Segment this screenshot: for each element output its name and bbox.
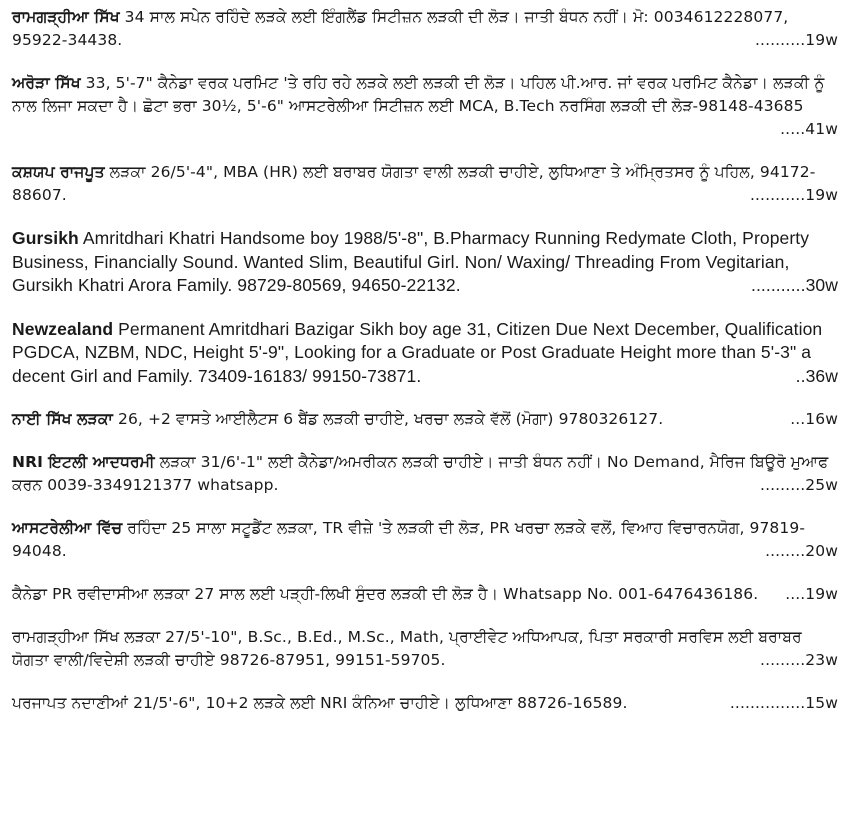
ad-code: .....41w [780,120,838,138]
classified-ad [12,583,838,606]
ad-code: ....19w [785,585,838,603]
ad-lead: ਅਰੋੜਾ ਸਿੱਖ [12,74,81,92]
ad-code: ..........19w [755,31,838,49]
ad-lead: ਆਸਟਰੇਲੀਆ ਵਿੱਚ [12,519,123,537]
ad-code: ..36w [795,365,838,386]
classified-ad [12,692,838,715]
ad-code: ...............15w [729,694,838,712]
ad-lead: ਕਸ਼ਯਪ ਰਾਜਪੂਤ [12,163,105,181]
classified-ad [12,451,838,497]
classified-ad [12,408,838,431]
ad-text: Permanent Amritdhari Bazigar Sikh boy age 31, Citizen Due Next December, Qualification PGDCA, NZBM, NDC, Height 5'-9", Looking for a Graduate or Post Graduate Height more than 5'-3" a decent Girl and Family. 73409-16183/ 99150-73871. [12,318,823,386]
ad-text: Amritdhari Khatri Handsome boy 1988/5'-8", B.Pharmacy Running Redymate Cloth, Property Business, Financially Sound. Wanted Slim, Beautiful Girl. Non/ Waxing/ Threading From Vegitarian, Gursikh Khatri Arora Family. 98729-80569, 94650-22132. [12,228,810,295]
ad-code: ...........30w [751,275,838,295]
ad-code: ...16w [790,410,838,428]
classified-ad [12,227,838,298]
ad-text: 33, 5'-7" ਕੈਨੇਡਾ ਵਰਕ ਪਰਮਿਟ 'ਤੇ ਰਹਿ ਰਹੇ ਲੜਕੇ ਲਈ ਲੜਕੀ ਦੀ ਲੋੜ। ਪਹਿਲ ਪੀ.ਆਰ. ਜਾਂ ਵਰਕ ਪਰਮਿਟ ਕੈਨੇਡਾ। ਲੜਕੀ ਨੂੰ ਨਾਲ ਲਿਜਾ ਸਕਦਾ ਹੈ। ਛੋਟਾ ਭਰਾ 30½, 5'-6" ਆਸਟਰੇਲੀਆ ਸਿਟੀਜ਼ਨ ਲਈ MCA, B.Tech ਨਰਸਿੰਗ ਲੜਕੀ ਦੀ ਲੋੜ-98148-43685 [12,74,825,115]
classified-ad [12,72,838,141]
ad-text: ਲੜਕਾ 31/6'-1" ਲਈ ਕੈਨੇਡਾ/ਅਮਰੀਕਨ ਲੜਕੀ ਚਾਹੀਏ। ਜਾਤੀ ਬੰਧਨ ਨਹੀਂ। No Demand, ਮੈਰਿਜ ਬਿਊਰੋ ਮੁਆਫ ਕਰਨ 0039-3349121377 whatsapp. [12,453,829,494]
ad-code: ...........19w [750,186,838,204]
ad-text: ਲੜਕਾ 26/5'-4", MBA (HR) ਲਈ ਬਰਾਬਰ ਯੋਗਤਾ ਵਾਲੀ ਲੜਕੀ ਚਾਹੀਏ, ਲੁਧਿਆਣਾ ਤੇ ਅੰਮ੍ਰਿਤਸਰ ਨੂੰ ਪਹਿਲ, 94172-88607. [12,163,816,204]
classified-ad [12,318,838,389]
classified-ad [12,626,838,672]
classified-ad [12,517,838,563]
ad-text: ਰਾਮਗੜ੍ਹੀਆ ਸਿੱਖ ਲੜਕਾ 27/5'-10", B.Sc., B.Ed., M.Sc., Math, ਪ੍ਰਾਈਵੇਟ ਅਧਿਆਪਕ, ਪਿਤਾ ਸਰਕਾਰੀ ਸਰਵਿਸ ਲਈ ਬਰਾਬਰ ਯੋਗਤਾ ਵਾਲੀ/ਵਿਦੇਸ਼ੀ ਲੜਕੀ ਚਾਹੀਏ 98726-87951, 99151-59705. [12,628,802,669]
ad-lead: ਨਾਈ ਸਿੱਖ ਲੜਕਾ [12,410,113,428]
ad-text: ਰਹਿੰਦਾ 25 ਸਾਲਾ ਸਟੂਡੈਂਟ ਲੜਕਾ, TR ਵੀਜ਼ੇ 'ਤੇ ਲੜਕੀ ਦੀ ਲੋੜ, PR ਖਰਚਾ ਲੜਕੇ ਵਲੋਂ, ਵਿਆਹ ਵਿਚਾਰਨਯੋਗ, 97819-94048. [12,519,806,560]
ad-lead: Newzealand [12,318,114,339]
ad-text: 26, +2 ਵਾਸਤੇ ਆਈਲੈਟਸ 6 ਬੈਂਡ ਲੜਕੀ ਚਾਹੀਏ, ਖਰਚਾ ਲੜਕੇ ਵੱਲੋਂ (ਮੋਗਾ) 9780326127. [112,410,664,428]
classified-ad [12,6,838,52]
ad-text: 34 ਸਾਲ ਸਪੇਨ ਰਹਿੰਦੇ ਲੜਕੇ ਲਈ ਇੰਗਲੈਂਡ ਸਿਟੀਜ਼ਨ ਲੜਕੀ ਦੀ ਲੋੜ। ਜਾਤੀ ਬੰਧਨ ਨਹੀਂ। ਮੋ: 0034612228077, 95922-34438. [12,8,789,49]
ad-lead: NRI ਇਟਲੀ ਆਦਧਰਮੀ [12,453,155,471]
ad-text: ਪਰਜਾਪਤ ਨਦਾਣੀਆਂ 21/5'-6", 10+2 ਲੜਕੇ ਲਈ NRI ਕੰਨਿਆ ਚਾਹੀਏ। ਲੁਧਿਆਣਾ 88726-16589. [12,694,628,712]
ad-text: ਕੈਨੇਡਾ PR ਰਵੀਦਾਸੀਆ ਲੜਕਾ 27 ਸਾਲ ਲਈ ਪੜ੍ਹੀ-ਲਿਖੀ ਸੁੰਦਰ ਲੜਕੀ ਦੀ ਲੋੜ ਹੈ। Whatsapp No. 001-6476436186. [12,585,759,603]
ad-code: .........23w [760,651,838,669]
ad-lead: Gursikh [12,228,79,248]
ad-lead: ਰਾਮਗੜ੍ਹੀਆ ਸਿੱਖ [12,8,120,26]
ad-code: ........20w [765,542,838,560]
classified-ad [12,161,838,207]
ad-code: .........25w [760,476,838,494]
